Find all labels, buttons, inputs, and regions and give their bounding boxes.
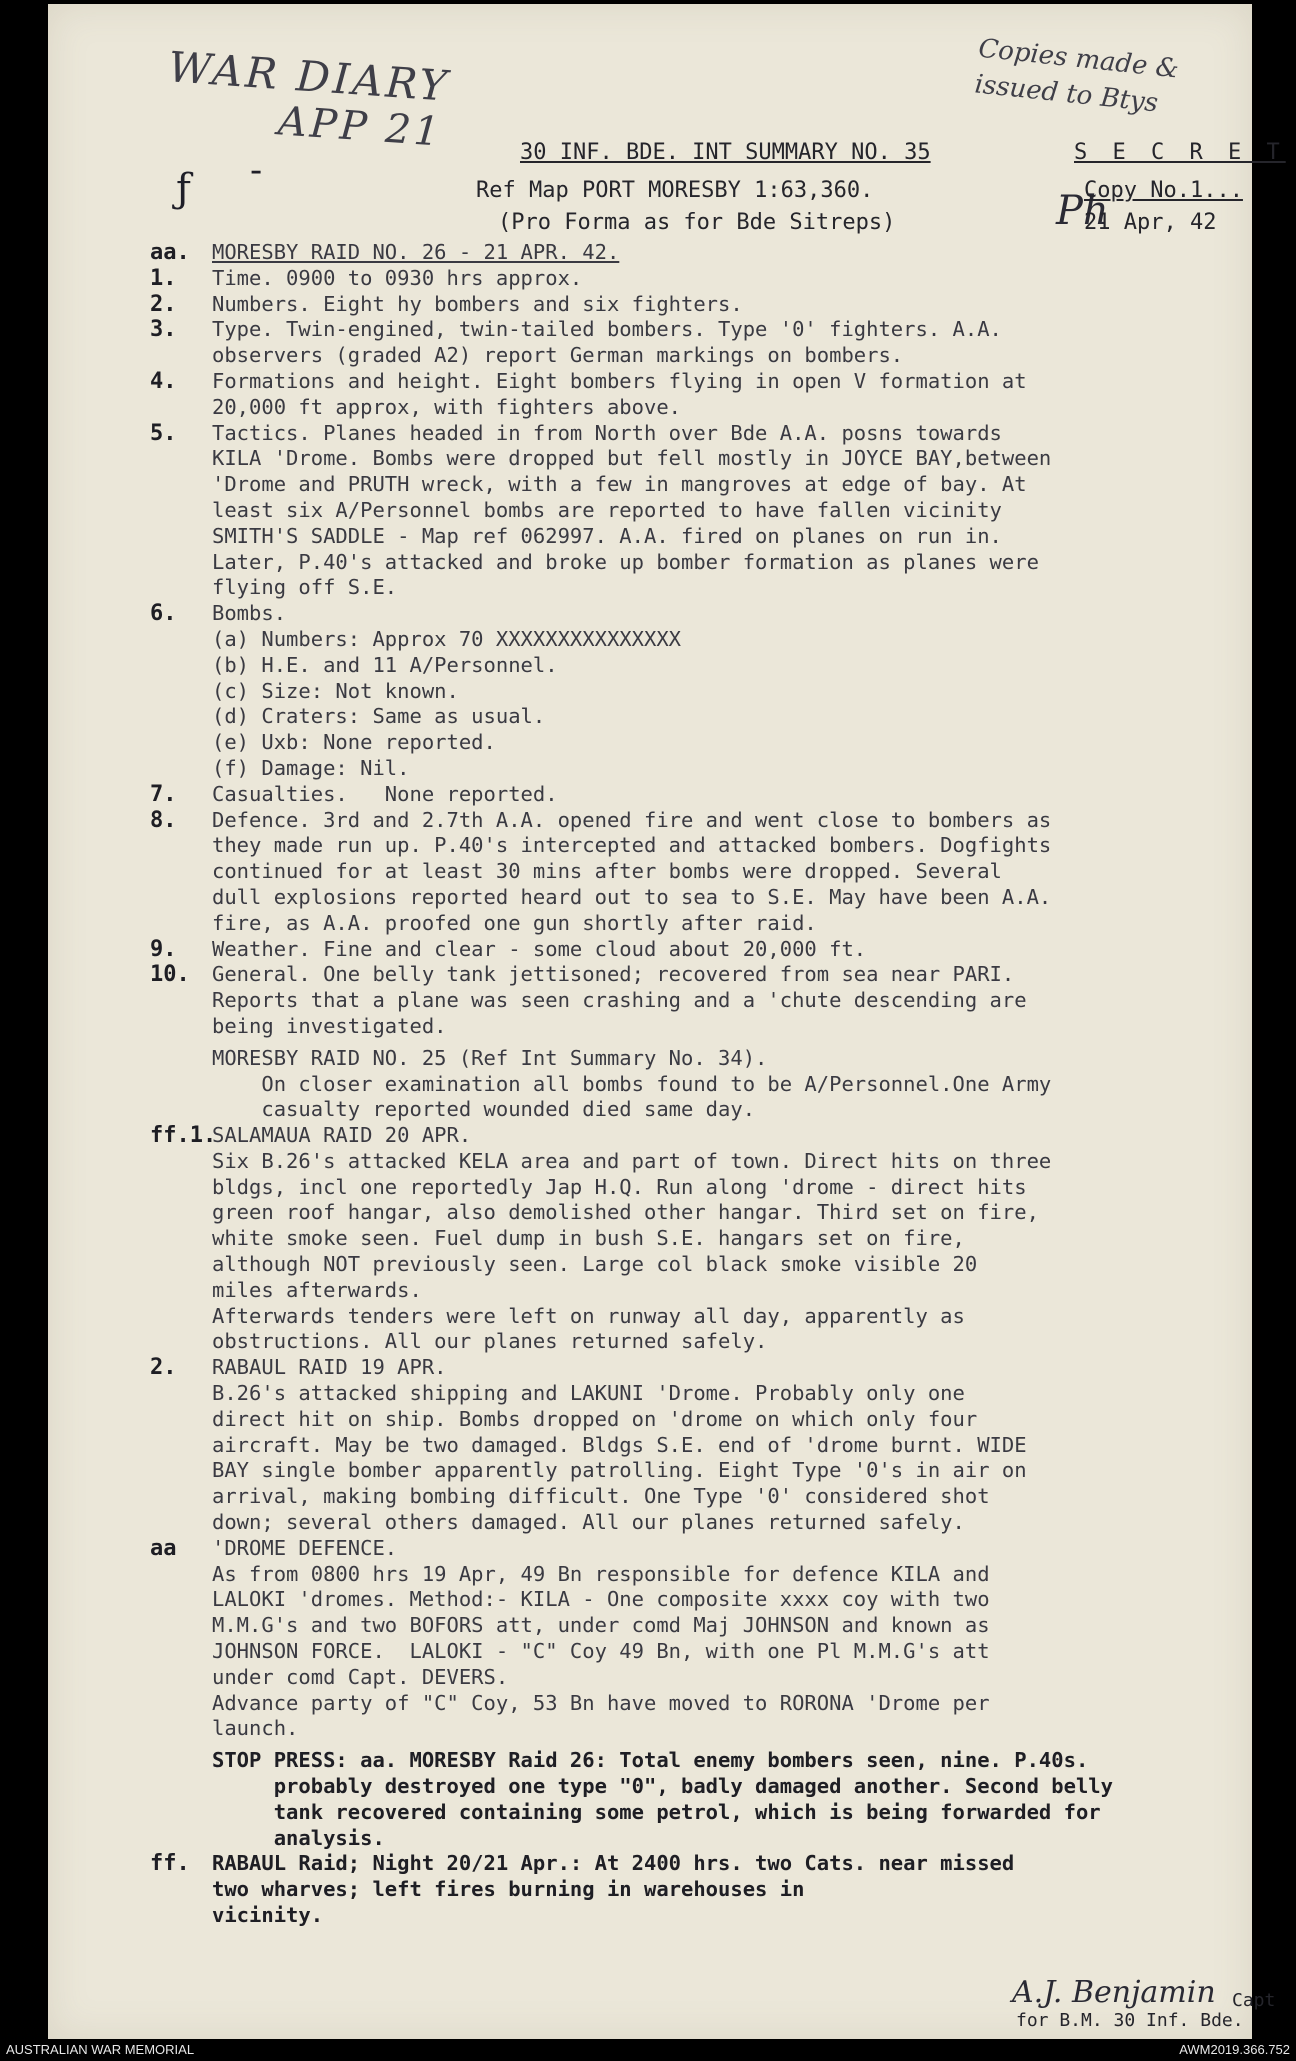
item-text: dull explosions reported heard out to sea to S.E. May have been A.A. [212,884,1052,909]
body-line [150,653,1260,679]
body-line [150,627,1260,653]
body2-line [150,1226,1260,1252]
item-text: 'DROME DEFENCE. [212,1535,398,1560]
item-marker [150,1877,212,1903]
body2-line [150,1200,1260,1226]
item-marker: 9. [150,936,177,962]
stop_press-line [150,1748,1260,1774]
item-marker: ff. [150,1851,190,1877]
body2-line [150,1613,1260,1639]
archive-reference: AWM2019.366.752 [1179,2042,1290,2057]
document-date: 21 Apr, 42 [1084,210,1217,235]
item-marker [150,653,212,679]
body-line [150,421,1260,447]
item-text: least six A/Personnel bombs are reported to have fallen vicinity [212,497,1002,522]
item-text: flying off S.E. [212,575,398,600]
stop_press-line [150,1774,1260,1800]
body-line [150,937,1260,963]
item-marker [150,1407,212,1433]
body-line [150,472,1260,498]
body-line [150,601,1260,627]
item-text: observers (graded A2) report German markings on bombers. [212,343,904,368]
stop_press-line [150,1800,1260,1826]
stop_press-line [150,1826,1260,1852]
body2-line [150,1639,1260,1665]
item-text: Casualties. None reported. [212,781,558,806]
item-marker [150,1329,212,1355]
item-text: obstructions. All our planes returned safely. [212,1329,768,1354]
body-line [150,679,1260,705]
item-marker [150,1484,212,1510]
item-marker [150,1665,212,1691]
item-text: 20,000 ft approx, with fighters above. [212,394,681,419]
item-text: launch. [212,1716,299,1741]
item-marker: ff.1. [150,1123,217,1149]
item-marker [150,1826,212,1852]
item-marker: 8. [150,807,177,833]
body2-line [150,1510,1260,1536]
handwritten-copies-note: Copies made & issued to Btys [973,33,1181,119]
body-line [150,343,1260,369]
handwritten-mark: ƒ [176,166,191,212]
item-text: (a) Numbers: Approx 70 XXXXXXXXXXXXXXX [212,626,681,651]
item-marker [150,395,212,421]
reference-map: Ref Map PORT MORESBY 1:63,360. [476,178,874,203]
body2-line [150,1407,1260,1433]
body-line [150,833,1260,859]
body-line [150,575,1260,601]
item-marker: 2. [150,291,177,317]
body2-line [150,1458,1260,1484]
item-text: aircraft. May be two damaged. Bldgs S.E. end of 'drome burnt. WIDE [212,1432,1027,1457]
archive-footer [0,2039,1296,2061]
item-marker [150,498,212,524]
item-marker [150,1562,212,1588]
body-line [150,446,1260,472]
item-marker [150,1097,212,1123]
item-marker [150,1278,212,1304]
body2-line [150,1252,1260,1278]
item-text: (f) Damage: Nil. [212,755,410,780]
body2-line [150,1304,1260,1330]
item-marker [150,1691,212,1717]
item-marker [150,988,212,1014]
body-line [150,550,1260,576]
item-marker [150,833,212,859]
body-line [150,524,1260,550]
body-line [150,704,1260,730]
body-line [150,859,1260,885]
item-marker [150,550,212,576]
item-marker [150,859,212,885]
body-line [150,988,1260,1014]
body-line [150,1014,1260,1040]
item-text: bldgs, incl one reportedly Jap H.Q. Run along 'drome - direct hits [212,1174,1027,1199]
item-text: B.26's attacked shipping and LAKUNI 'Drome. Probably only one [212,1381,965,1406]
document-title: 30 INF. BDE. INT SUMMARY NO. 35 [520,140,931,165]
item-text: MORESBY RAID NO. 26 - 21 APR. 42. [212,240,620,264]
body2-line [150,1123,1260,1149]
stop_press-line [150,1877,1260,1903]
item-text: SMITH'S SADDLE - Map ref 062997. A.A. fired on planes on run in. [212,523,1002,548]
body2-line [150,1587,1260,1613]
body-line [150,369,1260,395]
item-text: analysis. [212,1825,385,1850]
item-text: casualty reported wounded died same day. [212,1097,756,1122]
item-text: SALAMAUA RAID 20 APR. [212,1123,472,1148]
item-marker: 6. [150,601,177,627]
item-text: JOHNSON FORCE. LALOKI - "C" Coy 49 Bn, with one Pl M.M.G's att [212,1639,990,1664]
stop_press-line [150,1851,1260,1877]
item-text: they made run up. P.40's intercepted and attacked bombers. Dogfights [212,833,1052,858]
item-marker [150,730,212,756]
item-marker [150,1072,212,1098]
item-marker [150,704,212,730]
item-text: Type. Twin-engined, twin-tailed bombers. Type '0' fighters. A.A. [212,317,1002,342]
archive-name: AUSTRALIAN WAR MEMORIAL [6,2042,195,2057]
item-marker [150,1458,212,1484]
item-text: RABAUL Raid; Night 20/21 Apr.: At 2400 hrs. two Cats. near missed [212,1851,1015,1876]
body-line [150,266,1260,292]
body2-line [150,1716,1260,1742]
body-line [150,756,1260,782]
item-marker [150,575,212,601]
body2-line [150,1381,1260,1407]
section-gap [150,1929,1260,1935]
item-text: (c) Size: Not known. [212,678,459,703]
item-marker [150,679,212,705]
item-marker [150,885,212,911]
item-marker [150,472,212,498]
item-marker [150,1381,212,1407]
item-marker [150,1252,212,1278]
handwritten-initials: Ph [1056,188,1109,234]
body2-line [150,1097,1260,1123]
item-text: Reports that a plane was seen crashing and a 'chute descending are [212,988,1027,1013]
item-text: Six B.26's attacked KELA area and part of town. Direct hits on three [212,1148,1052,1173]
item-marker [150,446,212,472]
body2-line [150,1329,1260,1355]
item-marker [150,1800,212,1826]
item-marker [150,1903,212,1929]
item-marker [150,1774,212,1800]
item-marker [150,1200,212,1226]
body-line [150,962,1260,988]
item-text: (d) Craters: Same as usual. [212,704,546,729]
item-marker [150,1226,212,1252]
body-line [150,395,1260,421]
summary-body [150,240,1260,1935]
item-text: two wharves; left fires burning in warehouses in [212,1877,805,1902]
handwritten-appendix: APP 21 [276,98,444,156]
item-marker [150,1149,212,1175]
body-line [150,782,1260,808]
body2-line [150,1536,1260,1562]
body-line [150,498,1260,524]
item-text: RABAUL RAID 19 APR. [212,1355,447,1380]
item-text: probably destroyed one type "0", badly damaged another. Second belly [212,1774,1113,1799]
item-text: As from 0800 hrs 19 Apr, 49 Bn responsible for defence KILA and [212,1561,990,1586]
item-text: tank recovered containing some petrol, which is being forwarded for [212,1799,1101,1824]
item-marker: 4. [150,368,177,394]
body-line [150,808,1260,834]
item-marker [150,1433,212,1459]
body-line [150,911,1260,937]
body2-line [150,1665,1260,1691]
body-line [150,240,1260,266]
handwritten-dash: - [250,150,263,191]
item-marker [150,627,212,653]
classification-label: S E C R E T [1074,140,1286,165]
item-text: Advance party of "C" Coy, 53 Bn have moved to RORONA 'Drome per [212,1690,990,1715]
body2-line [150,1149,1260,1175]
handwritten-war-diary: WAR DIARY [166,42,452,111]
item-marker: 1. [150,265,177,291]
item-text: Formations and height. Eight bombers flying in open V formation at [212,368,1027,393]
item-marker [150,1748,212,1774]
signature-for-line: for B.M. 30 Inf. Bde. [1016,2010,1244,2031]
item-marker [150,1510,212,1536]
item-text: On closer examination all bombs found to be A/Personnel.One Army [212,1071,1052,1096]
body2-line [150,1175,1260,1201]
item-marker [150,343,212,369]
item-marker: 3. [150,317,177,343]
body2-line [150,1046,1260,1072]
item-marker: 5. [150,420,177,446]
signature: A.J. Benjamin [1012,1975,1216,2010]
item-text: Time. 0900 to 0930 hrs approx. [212,265,583,290]
item-marker [150,1014,212,1040]
item-text: (e) Uxb: None reported. [212,730,496,755]
item-text: (b) H.E. and 11 A/Personnel. [212,652,558,677]
item-text: Bombs. [212,601,287,626]
item-text: Afterwards tenders were left on runway all day, apparently as [212,1303,965,1328]
body2-line [150,1355,1260,1381]
body2-line [150,1484,1260,1510]
item-text: Weather. Fine and clear - some cloud about 20,000 ft. [212,936,867,961]
item-marker: aa [150,1535,177,1561]
item-text: MORESBY RAID NO. 25 (Ref Int Summary No. 34). [212,1045,768,1070]
item-text: under comd Capt. DEVERS. [212,1664,509,1689]
body-line [150,730,1260,756]
item-marker: 2. [150,1355,177,1381]
item-marker [150,1613,212,1639]
item-text: BAY single bomber apparently patrolling. Eight Type '0's in air on [212,1458,1027,1483]
item-text: General. One belly tank jettisoned; recovered from sea near PARI. [212,962,1015,987]
item-text: continued for at least 30 mins after bombs were dropped. Several [212,859,1002,884]
item-marker [150,911,212,937]
body2-line [150,1278,1260,1304]
body2-line [150,1691,1260,1717]
item-text: Tactics. Planes headed in from North over Bde A.A. posns towards [212,420,1002,445]
item-text: being investigated. [212,1013,447,1038]
item-marker: aa. [150,240,190,265]
item-marker [150,1046,212,1072]
item-marker [150,1587,212,1613]
item-text: direct hit on ship. Bombs dropped on 'drome on which only four [212,1406,978,1431]
item-text: 'Drome and PRUTH wreck, with a few in mangroves at edge of bay. At [212,472,1027,497]
item-marker [150,524,212,550]
item-text: Numbers. Eight hy bombers and six fighters. [212,291,743,316]
signature-rank: Capt [1232,1990,1276,2011]
body-line [150,885,1260,911]
item-text: KILA 'Drome. Bombs were dropped but fell mostly in JOYCE BAY,between [212,446,1052,471]
item-marker [150,1716,212,1742]
item-text: white smoke seen. Fuel dump in bush S.E. hangars set on fire, [212,1226,965,1251]
body2-line [150,1562,1260,1588]
body2-line [150,1433,1260,1459]
item-text: LALOKI 'dromes. Method:- KILA - One composite xxxx coy with two [212,1587,990,1612]
item-text: arrival, making bombing difficult. One Type '0' considered shot [212,1484,990,1509]
body-line [150,317,1260,343]
pro-forma-note: (Pro Forma as for Bde Sitreps) [498,210,896,235]
item-text: fire, as A.A. proofed one gun shortly after raid. [212,910,817,935]
item-text: down; several others damaged. All our planes returned safely. [212,1510,965,1535]
stop_press-line [150,1903,1260,1929]
item-text: Defence. 3rd and 2.7th A.A. opened fire and went close to bombers as [212,807,1052,832]
item-marker [150,1639,212,1665]
item-text: although NOT previously seen. Large col black smoke visible 20 [212,1252,978,1277]
item-text: M.M.G's and two BOFORS att, under comd Maj JOHNSON and known as [212,1613,990,1638]
item-marker: 7. [150,781,177,807]
body-line [150,292,1260,318]
item-marker [150,1175,212,1201]
item-marker [150,756,212,782]
item-marker [150,1304,212,1330]
item-marker: 10. [150,962,190,988]
body2-line [150,1072,1260,1098]
item-text: Later, P.40's attacked and broke up bomber formation as planes were [212,549,1039,574]
item-text: STOP PRESS: aa. MORESBY Raid 26: Total enemy bombers seen, nine. P.40s. [212,1748,1089,1773]
item-text: miles afterwards. [212,1277,422,1302]
item-text: vicinity. [212,1903,324,1927]
copy-number: Copy No.1... [1084,178,1243,203]
item-text: green roof hangar, also demolished other hangar. Third set on fire, [212,1200,1039,1225]
